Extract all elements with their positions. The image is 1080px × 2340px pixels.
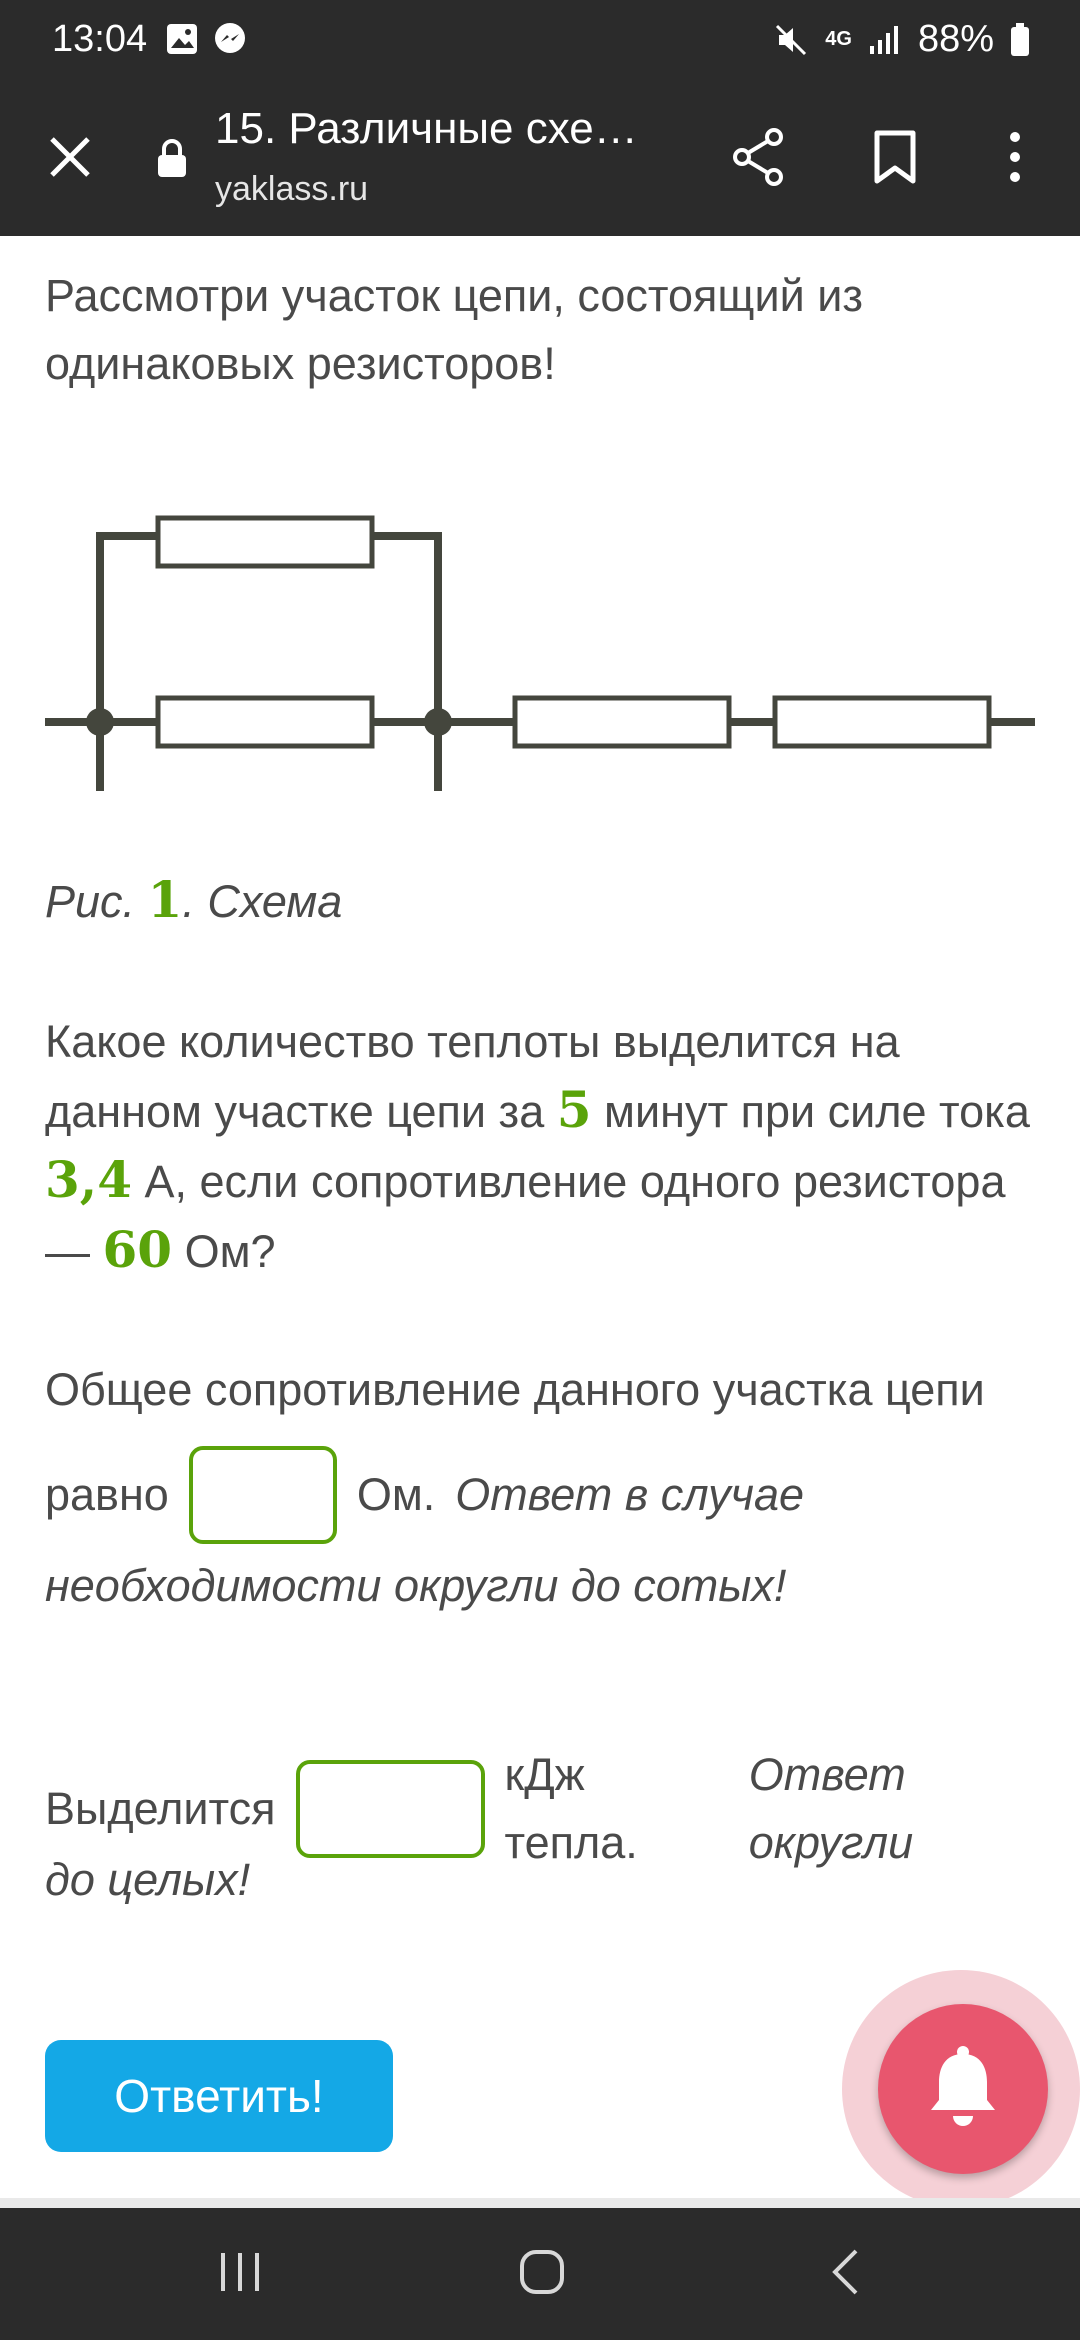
caption-prefix: Рис. <box>45 876 136 927</box>
bell-icon <box>923 2042 1003 2137</box>
network-label: 4G <box>825 28 852 50</box>
junction-left <box>86 708 114 736</box>
back-icon <box>830 2248 860 2301</box>
page-title[interactable]: 15. Различные схе… <box>215 104 638 153</box>
recent-apps-icon <box>217 2251 263 2298</box>
share-icon <box>730 127 786 192</box>
question-part: Какое количество теплоты выделится на данном участке цепи за <box>45 1016 900 1137</box>
more-icon <box>1008 131 1022 188</box>
heat-hint-cont: до целых! <box>45 1854 251 1905</box>
page-url[interactable]: yaklass.ru <box>215 170 369 208</box>
content-divider <box>0 2198 1080 2208</box>
signal-icon <box>868 24 902 56</box>
resistance-input[interactable] <box>189 1446 337 1544</box>
heat-prefix: Выделится <box>45 1783 276 1834</box>
messenger-icon <box>213 22 247 56</box>
back-button[interactable] <box>785 2208 905 2340</box>
status-time: 13:04 <box>52 18 148 60</box>
caption-number: 1 <box>147 870 183 929</box>
question-part: А, если сопротивление одного резистора — <box>45 1156 1006 1277</box>
resistance-unit: Ом. <box>356 1469 436 1520</box>
mute-icon <box>773 22 809 58</box>
gallery-icon <box>165 22 199 56</box>
junction-right <box>424 708 452 736</box>
resistance-prompt: Общее сопротивление данного участка цепи <box>45 1364 985 1415</box>
heat-hint: Ответ округли <box>748 1749 914 1868</box>
close-button[interactable] <box>30 82 110 236</box>
browser-toolbar <box>0 82 1080 236</box>
resistance-answer-row <box>45 1446 804 1544</box>
resistor-series-1 <box>515 698 729 746</box>
question-text <box>45 1008 1055 1286</box>
lock-icon <box>155 138 189 183</box>
home-icon <box>519 2249 565 2300</box>
circuit-diagram <box>40 456 1040 801</box>
battery-percent: 88% <box>917 18 994 60</box>
figure-caption <box>45 866 342 936</box>
resistor-top <box>158 518 372 566</box>
task-intro: Рассмотри участок цепи, состоящий из одинаковых резисторов! <box>45 270 863 389</box>
question-part: минут при силе тока <box>591 1086 1030 1137</box>
current-value: 3,4 <box>45 1150 132 1209</box>
bookmark-button[interactable] <box>855 82 935 236</box>
resistance-hint-cont: необходимости округли до сотых! <box>45 1560 787 1611</box>
system-nav-bar <box>0 2208 1080 2340</box>
heat-input[interactable] <box>296 1760 485 1858</box>
more-button[interactable] <box>975 82 1055 236</box>
close-icon <box>48 135 92 184</box>
recent-apps-button[interactable] <box>180 2208 300 2340</box>
home-button[interactable] <box>482 2208 602 2340</box>
resistor-parallel-bottom <box>158 698 372 746</box>
heat-unit: кДж тепла. <box>504 1749 638 1868</box>
time-value: 5 <box>556 1080 592 1139</box>
resistance-hint: Ответ в случае <box>455 1469 805 1520</box>
share-button[interactable] <box>718 82 798 236</box>
resistance-value: 60 <box>102 1220 173 1279</box>
notification-button[interactable] <box>878 2004 1048 2174</box>
battery-icon <box>1010 23 1030 57</box>
status-bar <box>0 0 1080 82</box>
resistor-series-2 <box>775 698 989 746</box>
caption-suffix: . Схема <box>182 876 343 927</box>
resistance-prefix: равно <box>45 1469 169 1520</box>
submit-button[interactable]: Ответить! <box>45 2040 393 2152</box>
question-part: Ом? <box>172 1226 276 1277</box>
bookmark-icon <box>873 130 917 189</box>
